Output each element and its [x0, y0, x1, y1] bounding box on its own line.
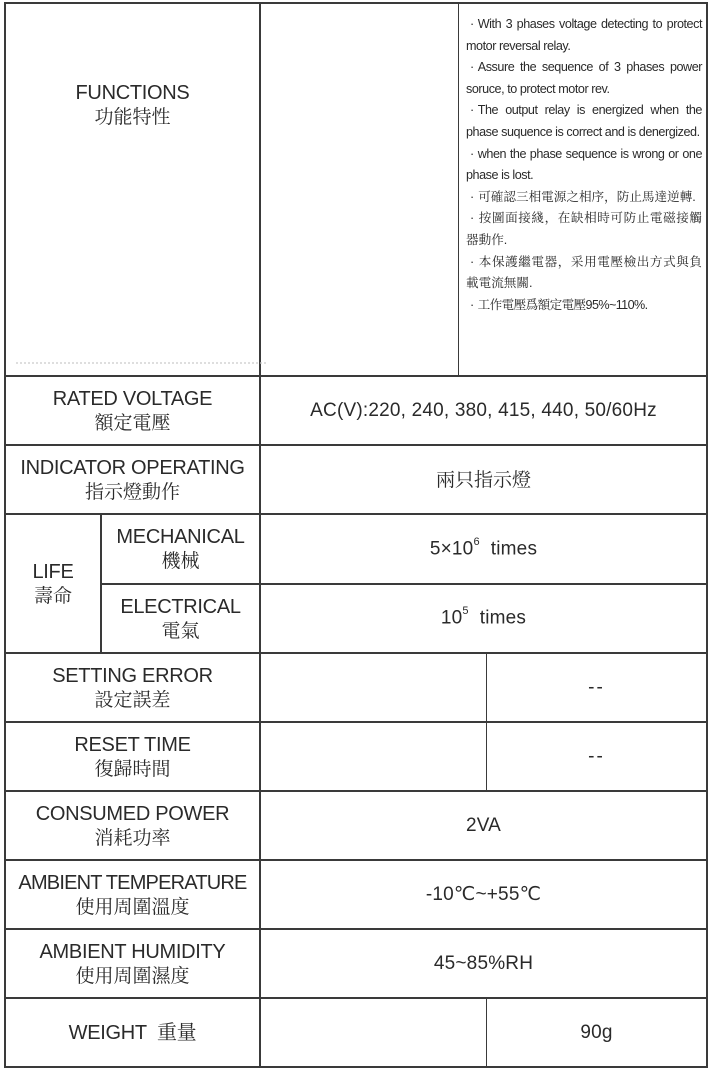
setting-error-label-zh: 設定誤差 [94, 688, 171, 711]
setting-error-value [487, 654, 706, 721]
list-item: · 可確認三相電源之相序，防止馬達逆轉. [470, 189, 696, 204]
reset-time-label-en: RESET TIME [74, 733, 191, 756]
functions-label-zh: 功能特性 [94, 106, 171, 128]
consumed-power-value [261, 792, 706, 859]
consumed-power-label-zh: 消耗功率 [94, 826, 171, 849]
functions-label-en: FUNCTIONS [75, 82, 190, 104]
reset-time-label [6, 723, 259, 790]
ambient-humidity-value-text: 45~85%RH [433, 952, 534, 974]
rated-voltage-label-zh: 額定電壓 [94, 411, 171, 434]
setting-error-value-text: -- [588, 676, 605, 698]
ambient-temperature-value-text: -10℃~+55℃ [425, 884, 542, 905]
indicator-label-zh: 指示燈動作 [84, 480, 180, 503]
consumed-power-label-en: CONSUMED POWER [35, 802, 230, 825]
setting-error-label [6, 654, 259, 721]
ambient-humidity-label [6, 930, 259, 997]
life-electrical-label-zh: 電氣 [161, 619, 200, 642]
rated-voltage-value [261, 377, 706, 444]
weight-label [6, 999, 259, 1066]
consumed-power-value-text: 2VA [465, 814, 502, 836]
life-mechanical-value-text: $5\times 10^6$ times [429, 535, 538, 560]
list-item: · With 3 phases voltage detecting to protect motor reversal relay. [466, 17, 702, 53]
life-label-en: LIFE [32, 560, 74, 583]
rated-voltage-label [6, 377, 259, 444]
list-item: · Assure the sequence of 3 phases power soruce, to protect motor rev. [466, 60, 702, 96]
list-item: · 本保護繼電器，采用電壓檢出方式與負載電流無關. [466, 254, 702, 291]
life-mechanical-label-zh: 機械 [161, 550, 200, 572]
ambient-temperature-label-zh: 使用周圍溫度 [75, 895, 190, 918]
reset-time-label-zh: 復歸時間 [94, 757, 171, 780]
functions-list [466, 14, 702, 316]
rated-voltage-value-text: AC(V):220, 240, 380, 415, 440, 50/60Hz [310, 399, 657, 421]
ambient-temperature-label [6, 861, 259, 928]
functions-label [6, 60, 259, 150]
ambient-humidity-value [261, 930, 706, 997]
setting-error-label-en: SETTING ERROR [52, 664, 213, 687]
list-item: · when the phase sequence is wrong or one phase is lost. [466, 146, 702, 183]
indicator-value-text: 兩只指示燈 [435, 468, 531, 491]
ambient-humidity-label-zh: 使用周圍濕度 [75, 964, 190, 987]
consumed-power-label [6, 792, 259, 859]
life-mechanical-label-en: MECHANICAL [116, 526, 245, 548]
indicator-label-en: INDICATOR OPERATING [20, 456, 245, 479]
life-electrical-label [102, 585, 259, 652]
rated-voltage-label-en: RATED VOLTAGE [52, 387, 213, 410]
life-electrical-value-text: $10^5$ times [440, 605, 527, 629]
weight-value-text: 90g [580, 1021, 613, 1043]
life-mechanical-value [261, 515, 706, 583]
table-border-right [706, 2, 708, 1068]
list-item: · The output relay is energized when the phase suquence is correct and is denergized. [466, 103, 702, 139]
life-label-zh: 壽命 [33, 584, 72, 607]
life-electrical-value [261, 585, 706, 652]
life-mechanical-label [102, 515, 259, 583]
indicator-label [6, 446, 259, 513]
functions-inner-divider [458, 2, 459, 376]
list-item: · 按圖面接綫，在缺相時可防止電磁接觸器動作. [466, 211, 702, 247]
weight-value [487, 999, 706, 1066]
list-item: · 工作電壓爲額定電壓95%~110%. [470, 297, 648, 312]
life-electrical-label-en: ELECTRICAL [120, 595, 241, 618]
ambient-humidity-label-en: AMBIENT HUMIDITY [39, 940, 226, 963]
indicator-value [261, 446, 706, 513]
ambient-temperature-label-en: AMBIENT TEMPERATURE [18, 871, 247, 894]
reset-time-value [487, 723, 706, 790]
ambient-temperature-value [261, 861, 706, 928]
table-border-bottom [4, 1066, 708, 1068]
table-border-top [4, 2, 708, 4]
weight-label-text: WEIGHT 重量 [68, 1021, 197, 1044]
life-label [6, 515, 100, 652]
reset-time-value-text: -- [588, 745, 605, 767]
